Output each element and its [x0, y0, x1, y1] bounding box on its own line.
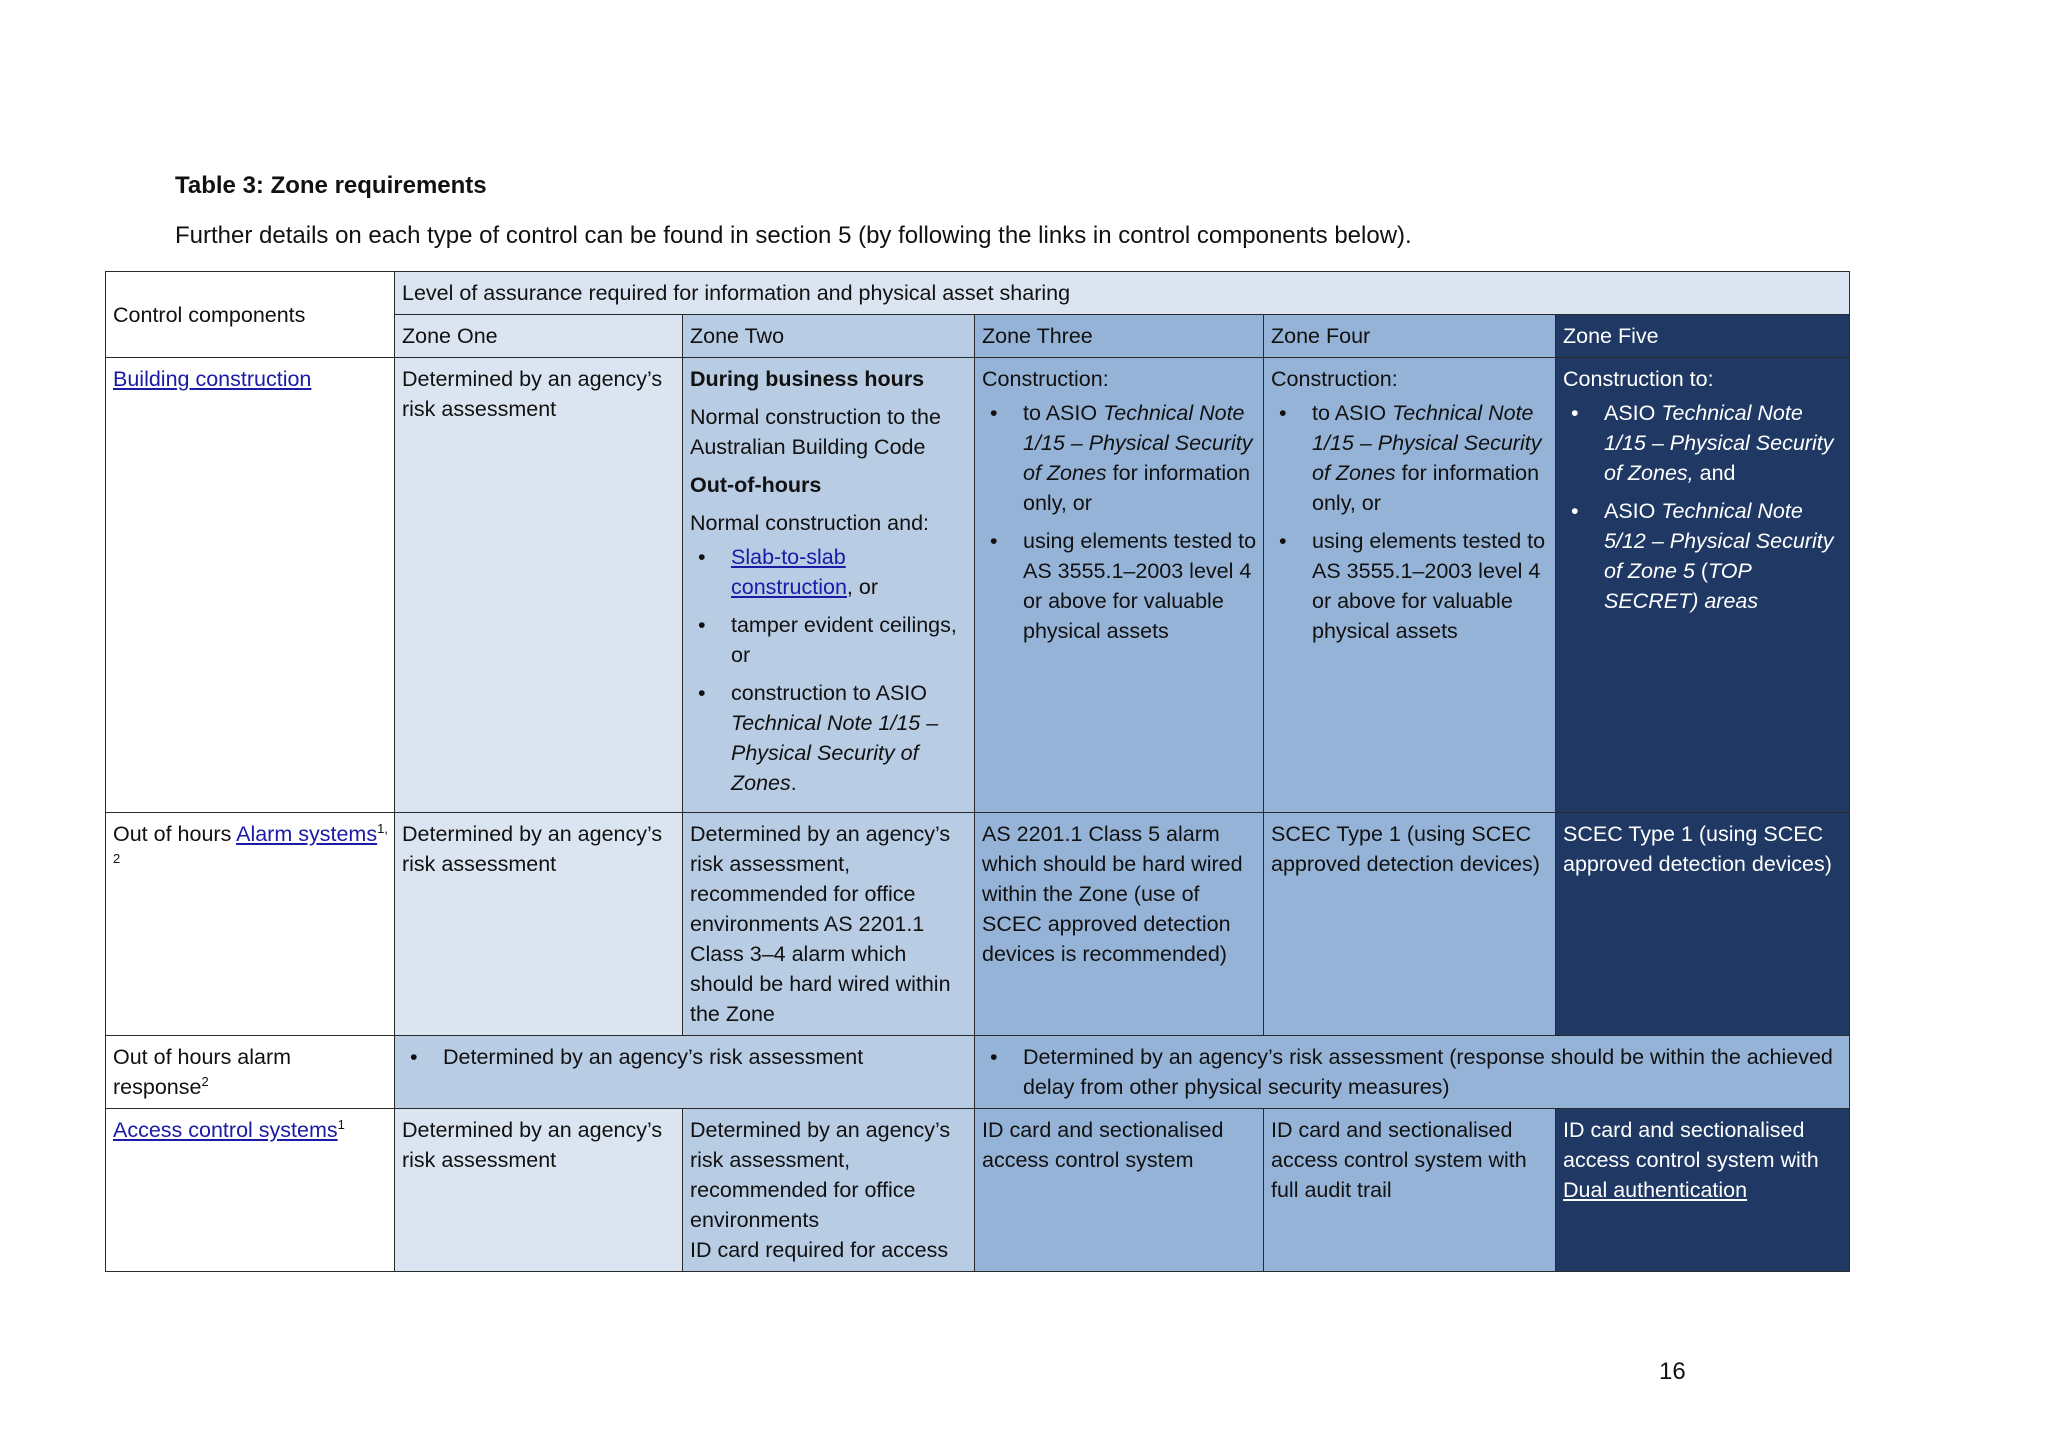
zone-two-header: Zone Two [683, 315, 975, 358]
list-item [731, 678, 968, 798]
business-hours-heading: During business hours [690, 367, 925, 391]
list-item [731, 542, 968, 602]
cell-intro: Construction: [1271, 367, 1398, 391]
intro-paragraph: Further details on each type of control can be found in section 5 (by following the links in control components below). [175, 222, 1412, 249]
list-item-text: ASIO [1604, 401, 1662, 425]
access-control-systems-link[interactable]: Access control systems [113, 1118, 338, 1142]
building-zone-four-cell [1264, 358, 1556, 813]
list-item: • using elements tested to AS 3555.1–2003 level 4 or above for valuable physical assets [1312, 526, 1549, 646]
access-zone-three-cell: ID card and sectionalised access control system [975, 1109, 1264, 1272]
building-zone-one-cell: Determined by an agency’s risk assessment [395, 358, 683, 813]
building-zone-five-cell [1556, 358, 1850, 813]
technical-note-ref: Technical Note 5/12 – Physical Security of Zone 5 [1604, 499, 1834, 583]
row-label-cell [106, 1036, 395, 1109]
cell-intro: Construction: [982, 367, 1109, 391]
access-zone-four-cell: ID card and sectionalised access control system with full audit trail [1264, 1109, 1556, 1272]
alarm-zone-four-cell: SCEC Type 1 (using SCEC approved detection devices) [1264, 813, 1556, 1036]
table-title: Table 3: Zone requirements [175, 172, 487, 199]
access-zone-one-cell: Determined by an agency’s risk assessment [395, 1109, 683, 1272]
zone-requirements-table [105, 271, 1850, 1272]
zone-three-construction-list [982, 398, 1257, 646]
zone-four-construction-list [1271, 398, 1549, 646]
table-row-building-construction [106, 358, 1850, 813]
cell-text: Determined by an agency’s risk assessment, recommended for office environments [690, 1118, 951, 1232]
list-item-text: to ASIO [1023, 401, 1104, 425]
control-components-header: Control components [106, 272, 395, 358]
cell-text: ID card and sectionalised access control system with [1563, 1118, 1819, 1172]
zone-three-header: Zone Three [975, 315, 1264, 358]
zone-five-header: Zone Five [1556, 315, 1850, 358]
alarm-zone-five-cell: SCEC Type 1 (using SCEC approved detection devices) [1556, 813, 1850, 1036]
building-zone-two-cell [683, 358, 975, 813]
building-zone-three-cell [975, 358, 1264, 813]
row-label-text: Out of hours [113, 822, 237, 846]
alarm-zone-one-cell: Determined by an agency’s risk assessment [395, 813, 683, 1036]
classification-ref: TOP SECRET) areas [1604, 559, 1759, 613]
row-label-text: Out of hours alarm response [113, 1045, 292, 1099]
list-item: • Determined by an agency’s risk assessment (response should be within the achieved delay from other physical security measures) [1023, 1042, 1843, 1102]
list-item-text: ASIO [1604, 499, 1662, 523]
cell-text: ID card required for access [690, 1238, 949, 1262]
zone-one-header: Zone One [395, 315, 683, 358]
response-zones-three-five-cell [975, 1036, 1850, 1109]
header-row-1 [106, 272, 1850, 315]
technical-note-ref: Technical Note 1/15 – Physical Security of Zones [1023, 401, 1253, 485]
out-of-hours-text: Normal construction and: [690, 511, 929, 535]
row-label-cell [106, 813, 395, 1036]
table-row-alarm-systems [106, 813, 1850, 1036]
footnote-ref: 1 [337, 1116, 345, 1132]
list-item: • using elements tested to AS 3555.1–2003 level 4 or above for valuable physical assets [1023, 526, 1257, 646]
access-zone-five-cell [1556, 1109, 1850, 1272]
zone-five-construction-list [1563, 398, 1843, 616]
out-of-hours-heading: Out-of-hours [690, 473, 822, 497]
technical-note-ref: Technical Note 1/15 – Physical Security of Zones, [1604, 401, 1834, 485]
list-item: • tamper evident ceilings, or [731, 610, 968, 670]
list-item-text: to ASIO [1312, 401, 1393, 425]
zone-four-header: Zone Four [1264, 315, 1556, 358]
list-item-text: for information only, or [1312, 461, 1540, 515]
footnote-ref: 1, 2 [113, 820, 388, 866]
table-row-access-control [106, 1109, 1850, 1272]
response-list [982, 1042, 1843, 1102]
list-item-text: . [790, 771, 797, 795]
response-zones-one-two-cell [395, 1036, 975, 1109]
list-item-text: construction to ASIO [731, 681, 927, 705]
row-label-cell [106, 1109, 395, 1272]
zone-two-construction-list [690, 542, 968, 798]
cell-intro: Construction to: [1563, 367, 1714, 391]
table-row-alarm-response [106, 1036, 1850, 1109]
level-of-assurance-header: Level of assurance required for information and physical asset sharing [395, 272, 1850, 315]
access-zone-two-cell [683, 1109, 975, 1272]
footnote-ref: 2 [201, 1073, 209, 1089]
alarm-zone-three-cell: AS 2201.1 Class 5 alarm which should be hard wired within the Zone (use of SCEC approved detection devices is recommended) [975, 813, 1264, 1036]
row-label-cell [106, 358, 395, 813]
technical-note-ref: Technical Note 1/15 – Physical Security of Zones [731, 711, 939, 795]
list-item [1023, 398, 1257, 518]
alarm-systems-link[interactable]: Alarm systems [236, 822, 378, 846]
technical-note-ref: Technical Note 1/15 – Physical Security of Zones [1312, 401, 1542, 485]
business-hours-text: Normal construction to the Australian Building Code [690, 405, 941, 459]
response-list [402, 1042, 968, 1072]
building-construction-link[interactable]: Building construction [113, 367, 312, 391]
alarm-zone-two-cell: Determined by an agency’s risk assessment, recommended for office environments AS 2201.1 Class 3–4 alarm which should be hard wired within the Zone [683, 813, 975, 1036]
list-item: • Determined by an agency’s risk assessment [443, 1042, 968, 1072]
list-item [1312, 398, 1549, 518]
list-item [1604, 496, 1843, 616]
dual-authentication-link[interactable]: Dual authentication [1563, 1178, 1748, 1202]
list-item [1604, 398, 1843, 488]
slab-to-slab-link[interactable]: Slab-to-slab construction [731, 545, 847, 599]
page-number: 16 [1659, 1358, 1686, 1385]
list-item-text: , or [846, 575, 878, 599]
list-item-text: and [1693, 461, 1736, 485]
list-item-text: for information only, or [1023, 461, 1251, 515]
list-item-text: ( [1694, 559, 1708, 583]
